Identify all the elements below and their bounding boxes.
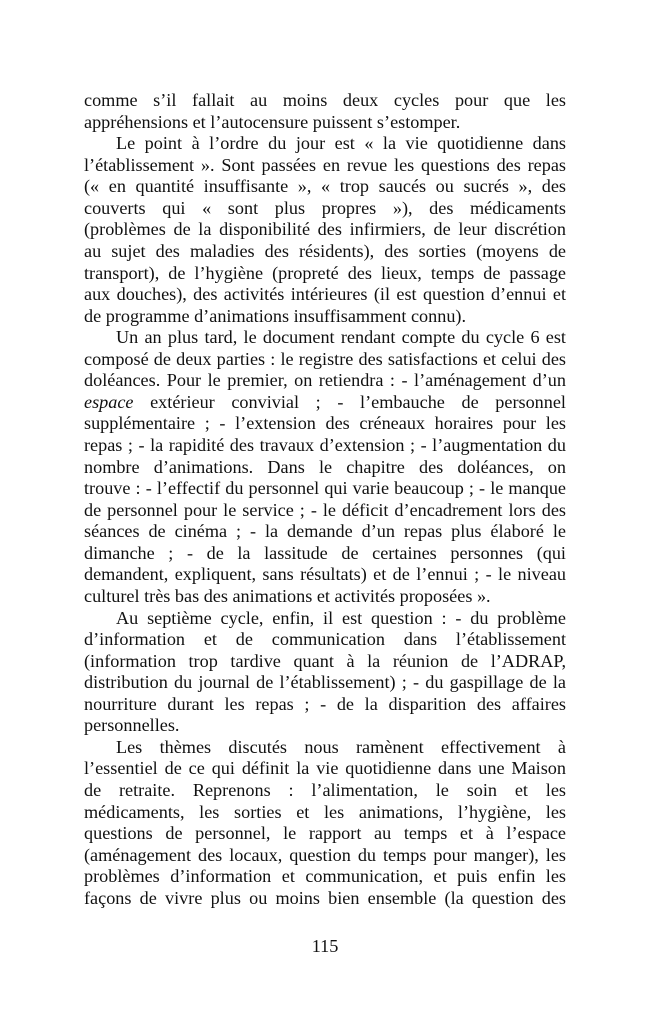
text-line: Les thèmes discutés nous ramènent effectivement à	[116, 736, 566, 757]
text-line: d’information et de communication dans l’établissement	[84, 629, 566, 650]
text-line: de retraite. Reprenons : l’alimentation, le soin et les	[84, 780, 566, 800]
text-line: de personnel pour le service ; - le déficit d’encadrement lors des	[84, 499, 566, 520]
text-line: doléances. Pour le premier, on retiendra : - l’aménagement d’un	[84, 370, 566, 391]
text-line: façons de vivre plus ou moins bien ensemble (la question des	[84, 887, 566, 908]
text-line: culturel très bas des animations et activités proposées ».	[84, 585, 491, 606]
text-line: nourriture durant les repas ; - de la disparition des affaires	[84, 693, 566, 714]
text-line: composé de deux parties : le registre des satisfactions et celui des	[84, 348, 566, 369]
text-line: espace extérieur convivial ; - l’embauche de personnel	[84, 391, 566, 412]
text-line: couverts qui « sont plus propres »), des médicaments	[84, 197, 566, 218]
text-line: de programme d’animations insuffisamment connu).	[84, 305, 467, 326]
text-line: supplémentaire ; - l’extension des créneaux horaires pour les	[84, 413, 566, 434]
paragraph	[84, 608, 566, 737]
text-line: l’essentiel de ce qui définit la vie quotidienne dans une Maison	[84, 758, 566, 779]
text-line: distribution du journal de l’établissement) ; - du gaspillage de la	[84, 672, 566, 693]
text-line: comme s’il fallait au moins deux cycles pour que les	[84, 90, 566, 110]
text-line: aux douches), des activités intérieures (il est question d’ennui et	[84, 284, 566, 305]
text-line: demandent, expliquent, sans résultats) et de l’ennui ; - le niveau	[84, 564, 566, 585]
text-line: appréhensions et l’autocensure puissent s’estomper.	[84, 111, 461, 132]
text-line: Le point à l’ordre du jour est « la vie quotidienne dans	[116, 133, 566, 154]
paragraph	[84, 133, 566, 327]
text-line: l’établissement ». Sont passées en revue les questions des repas	[84, 154, 566, 175]
text-line: médicaments, les sorties et les animations, l’hygiène, les	[84, 801, 566, 822]
text-line: nombre d’animations. Dans le chapitre des doléances, on	[84, 456, 566, 477]
paragraph	[84, 327, 566, 607]
text-line: repas ; - la rapidité des travaux d’extension ; - l’augmentation du	[84, 435, 566, 455]
page-number: 115	[311, 936, 339, 956]
text-line: problèmes d’information et communication, et puis enfin les	[84, 866, 566, 887]
text-line: transport), de l’hygiène (propreté des lieux, temps de passage	[84, 262, 566, 283]
text-line: (« en quantité insuffisante », « trop saucés ou sucrés », des	[84, 176, 566, 197]
paragraph	[84, 737, 566, 910]
text-line: (aménagement des locaux, question du temps pour manger), les	[84, 844, 566, 865]
paragraph	[84, 90, 566, 133]
text-line: Au septième cycle, enfin, il est question : - du problème	[116, 607, 566, 628]
text-line: Un an plus tard, le document rendant compte du cycle 6 est	[116, 327, 566, 348]
text-line: personnelles.	[84, 715, 180, 736]
text-line: questions de personnel, le rapport au temps et à l’espace	[84, 823, 566, 844]
text-line: séances de cinéma ; - la demande d’un repas plus élaboré le	[84, 521, 566, 542]
text-line: (problèmes de la disponibilité des infirmiers, de leur discrétion	[84, 219, 566, 240]
text-line: trouve : - l’effectif du personnel qui varie beaucoup ; - le manque	[84, 478, 566, 499]
text-line: (information trop tardive quant à la réunion de l’ADRAP,	[84, 650, 566, 671]
text-line: dimanche ; - de la lassitude de certaines personnes (qui	[84, 542, 566, 563]
document-page-body	[84, 90, 566, 909]
text-line: au sujet des maladies des résidents), des sorties (moyens de	[84, 240, 566, 261]
italic-word: espace	[84, 391, 134, 412]
